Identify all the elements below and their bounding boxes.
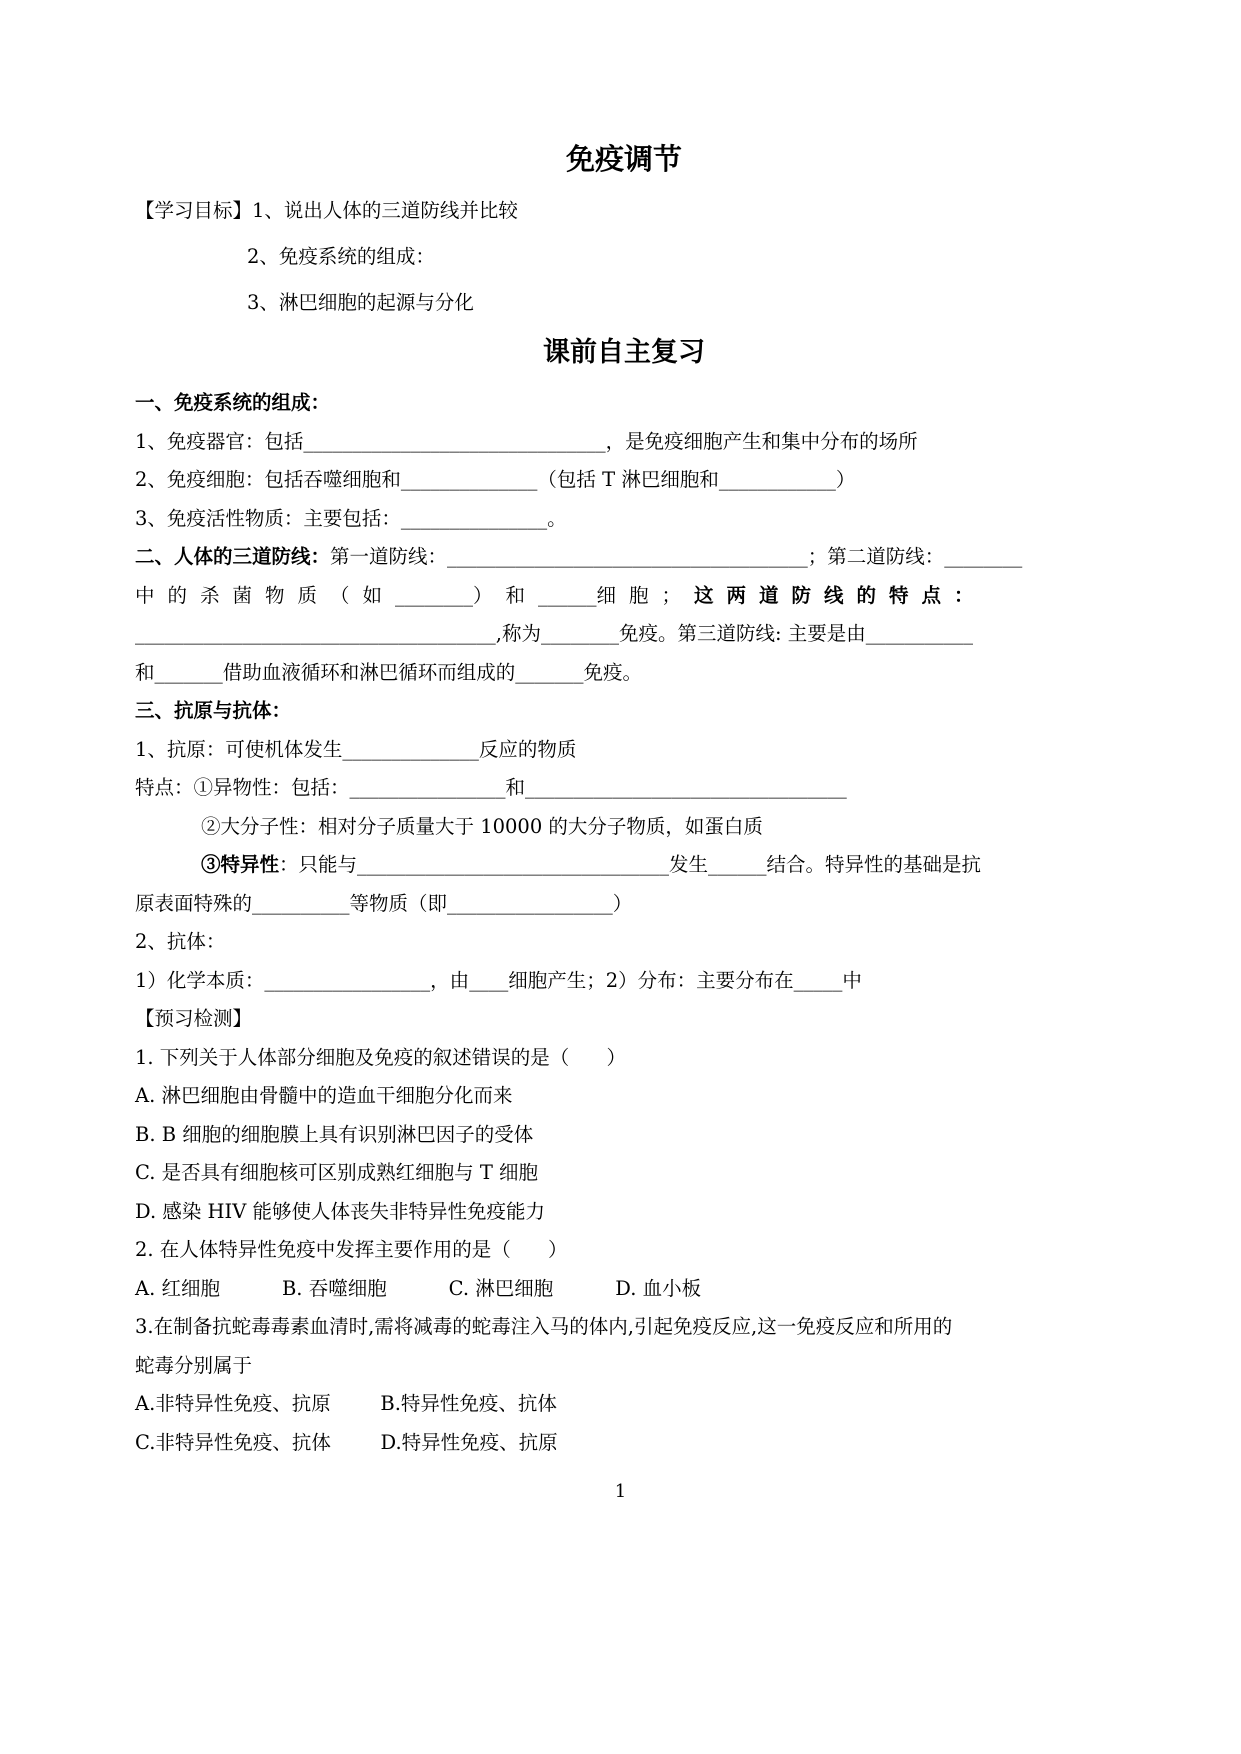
text-run: 1）化学本质： — [135, 968, 265, 992]
fill-in-blank: ________________________________ — [357, 853, 670, 876]
text-run: （包括 T 淋巴细胞和 — [537, 468, 719, 491]
text-run: C. 是否具有细胞核可区别成熟红细胞与 T 细胞 — [135, 1161, 539, 1184]
text-run: ②大分子性：相对分子质量大于 10000 的大分子物质，如蛋白质 — [201, 814, 763, 838]
text-run: ③特异性 — [201, 853, 280, 876]
text-run: ） — [835, 468, 856, 491]
fill-in-blank: ______________ — [342, 737, 479, 761]
text-run: 【学习目标】1、说出人体的三道防线并比较 — [135, 199, 518, 222]
antigen-feature-2 — [135, 808, 1113, 847]
part-1-heading — [135, 384, 1113, 423]
antibody-heading — [135, 923, 1113, 962]
text-run: A. 淋巴细胞由骨髓中的造血干细胞分化而来 — [135, 1084, 513, 1107]
antibody-line — [135, 962, 1113, 1001]
text-run: A. 红细胞 B. 吞噬细胞 C. 淋巴细胞 D. 血小板 — [135, 1276, 702, 1300]
text-run: 等物质（即 — [349, 891, 448, 915]
antigen-feature-3 — [135, 846, 1113, 885]
text-run: 1、免疫器官：包括 — [135, 429, 304, 453]
question-1 — [135, 1039, 1113, 1078]
antigen-feature-3-cont — [135, 885, 1113, 924]
text-run: ，由 — [430, 968, 470, 992]
fill-in-blank: ___________ — [865, 622, 973, 645]
text-run: A.非特异性免疫、抗原 B.特异性免疫、抗体 — [135, 1392, 557, 1415]
text-run: C.非特异性免疫、抗体 D.特异性免疫、抗原 — [135, 1430, 558, 1454]
text-run: 二、人体的三道防线： — [135, 545, 331, 568]
text-run: 结合。特异性的基础是抗 — [766, 853, 982, 876]
section-heading — [135, 328, 1113, 378]
text-run: D. 感染 HIV 能够使人体丧失非特异性免疫能力 — [135, 1199, 546, 1223]
immune-organs-line — [135, 423, 1113, 462]
question-3-options-cd — [135, 1424, 1113, 1463]
text-run: 1、抗原：可使机体发生 — [135, 737, 343, 761]
text-run: 免疫。第三道防线: 主要是由 — [618, 622, 866, 645]
text-run: 和 — [505, 776, 526, 799]
fill-in-blank: ______ — [538, 583, 597, 607]
text-run: 3.在制备抗蛇毒毒素血清时,需将减毒的蛇毒注入马的体内,引起免疫反应,这一免疫反应和所用的 — [135, 1315, 953, 1338]
fill-in-blank: ________ — [395, 583, 474, 607]
text-run: ,称为 — [495, 622, 541, 645]
fill-in-blank: _____________________________________ — [135, 622, 496, 645]
question-3-options-ab — [135, 1385, 1113, 1424]
document-body — [135, 138, 1113, 1462]
question-3-line-1 — [135, 1308, 1113, 1347]
fill-in-blank: ________ — [944, 545, 1023, 568]
text-run: 特点：①异物性：包括： — [135, 776, 350, 799]
part-3-heading — [135, 692, 1113, 731]
text-run: 第一道防线： — [330, 545, 448, 568]
fill-in-blank: _____ — [793, 968, 843, 992]
question-2 — [135, 1231, 1113, 1270]
fill-in-blank: _______________ — [400, 506, 548, 530]
learning-goals-line-1 — [135, 188, 1113, 234]
question-1-option-c — [135, 1154, 1113, 1193]
text-run: 这两道防线的特点： — [694, 583, 987, 607]
question-1-option-a — [135, 1077, 1113, 1116]
antigen-definition-line — [135, 731, 1113, 770]
defense-lines-3 — [135, 615, 1113, 654]
text-run: 3、免疫活性物质：主要包括： — [135, 506, 401, 530]
learning-goals-line-2 — [135, 234, 1113, 280]
text-run: 发生 — [669, 853, 709, 876]
text-run: 2. 在人体特异性免疫中发挥主要作用的是（ ） — [135, 1238, 568, 1261]
text-run: ） — [612, 891, 633, 915]
text-run: B. B 细胞的细胞膜上具有识别淋巴因子的受体 — [135, 1122, 534, 1146]
text-run: 中 — [842, 968, 862, 992]
immune-substances-line — [135, 500, 1113, 539]
fill-in-blank: _______________________________ — [303, 429, 606, 453]
text-run: 中的杀菌物质（如 — [135, 583, 396, 607]
text-run: 一、免疫系统的组成： — [135, 391, 331, 414]
immune-cells-line — [135, 461, 1113, 500]
fill-in-blank: ________ — [540, 622, 619, 645]
fill-in-blank: _______ — [515, 660, 584, 684]
text-run: 细胞产生；2）分布：主要分布在 — [508, 968, 794, 992]
text-run: 细胞； — [596, 583, 695, 607]
text-run: 【预习检测】 — [135, 1007, 253, 1030]
question-1-option-d — [135, 1193, 1113, 1232]
fill-in-blank: __________ — [252, 891, 350, 915]
learning-goals-line-3 — [135, 280, 1113, 326]
fill-in-blank: _________________ — [447, 891, 613, 915]
text-run: 免疫。 — [583, 660, 643, 684]
defense-lines-2 — [135, 577, 1113, 616]
page-number: 1 — [614, 1481, 627, 1502]
text-run: 。 — [547, 506, 567, 530]
fill-in-blank: _____________________________________ — [447, 545, 808, 568]
text-run: 免疫调节 — [565, 142, 682, 176]
fill-in-blank: _________________________________ — [525, 776, 847, 799]
text-run: 2、抗体： — [135, 930, 226, 953]
text-run: 反应的物质 — [478, 737, 577, 761]
question-1-option-b — [135, 1116, 1113, 1155]
question-2-options — [135, 1270, 1113, 1309]
preview-test-heading — [135, 1000, 1113, 1039]
fill-in-blank: _______ — [154, 660, 223, 684]
defense-lines-1 — [135, 538, 1113, 577]
text-run: 蛇毒分别属于 — [135, 1353, 253, 1377]
text-run: ：只能与 — [279, 853, 358, 876]
fill-in-blank: ________________ — [349, 776, 506, 799]
fill-in-blank: ______________ — [400, 468, 538, 491]
text-run: 借助血液循环和淋巴循环而组成的 — [222, 660, 516, 684]
question-3-line-2 — [135, 1347, 1113, 1386]
defense-lines-4 — [135, 654, 1113, 693]
fill-in-blank: _________________ — [264, 968, 431, 992]
text-run: 1. 下列关于人体部分细胞及免疫的叙述错误的是（ ） — [135, 1045, 626, 1069]
text-run: 原表面特殊的 — [135, 891, 253, 915]
text-run: 3、淋巴细胞的起源与分化 — [247, 291, 474, 314]
fill-in-blank: ______ — [708, 853, 767, 876]
fill-in-blank: ____ — [469, 968, 509, 992]
text-run: ，是免疫细胞产生和集中分布的场所 — [605, 429, 918, 453]
document-title — [135, 138, 1113, 180]
text-run: 课前自主复习 — [543, 337, 705, 368]
text-run: 2、免疫细胞：包括吞噬细胞和 — [135, 468, 401, 491]
fill-in-blank: ____________ — [718, 468, 836, 491]
text-run: 三、抗原与抗体： — [135, 699, 292, 722]
antigen-feature-1 — [135, 769, 1113, 808]
text-run: 和 — [135, 660, 155, 684]
text-run: ；第二道防线： — [807, 545, 945, 568]
text-run: 2、免疫系统的组成： — [247, 245, 435, 268]
text-run: ）和 — [473, 583, 539, 607]
